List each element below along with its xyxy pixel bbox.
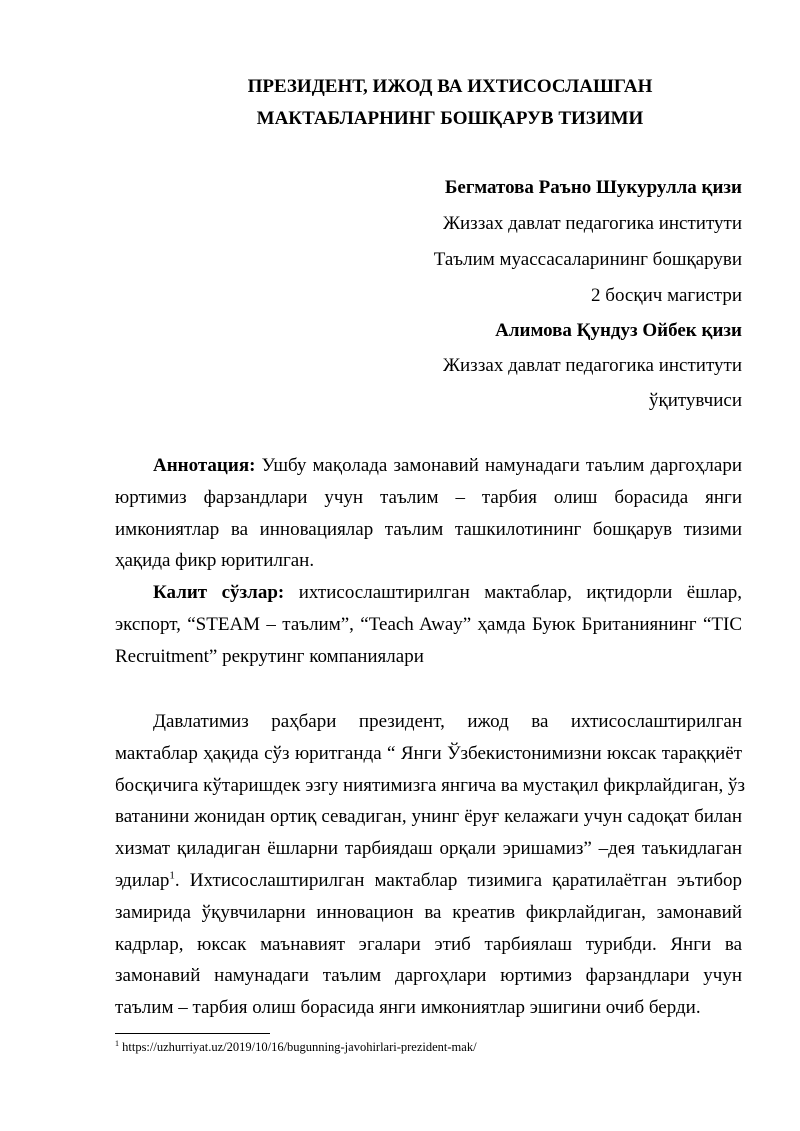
- footnote-reference[interactable]: 1: [169, 869, 175, 882]
- author-1-institute: Жиззах давлат педагогика институти: [442, 213, 742, 234]
- keywords-line-3: Recruitment” рекрутинг компаниялари: [115, 645, 424, 667]
- body-line-4: ватанини жонидан ортиқ севадиган, унинг ёруғ келажаги учун садоқат билан: [115, 806, 742, 828]
- body-line-7: замирида ўқувчиларни инновацион ва креатив фикрлайдиган, замонавий: [115, 901, 742, 923]
- keywords-label: Калит сўзлар:: [153, 582, 285, 603]
- author-2-institute: Жиззах давлат педагогика институти: [442, 355, 742, 376]
- body-line-9: замонавий намунадаги таълим даргоҳлари юртимиз фарзандлари учун: [115, 965, 742, 987]
- body-line-1: Давлатимиз раҳбари президент, ижод ва ихтисослаштирилган: [153, 711, 742, 732]
- paper-title-line-2: МАКТАБЛАРНИНГ БОШҚАРУВ ТИЗИМИ: [256, 108, 644, 129]
- body-line-8: кадрлар, юксак маънавият эгалари этиб тарбиялаш турибди. Янги ва: [115, 933, 742, 955]
- footnote: [115, 1040, 477, 1055]
- annotation-paragraph: [115, 450, 742, 577]
- annotation-line-2: юртимиз фарзандлари учун таълим – тарбия олиш борасида янги: [115, 486, 742, 508]
- annotation-line-4: ҳақида фикр юритилган.: [115, 550, 315, 572]
- body-line-3: босқичига кўтаришдек эзгу ниятимизга янгича ва мустақил фикрлайдиган, ўз: [115, 774, 746, 796]
- annotation-line-1: Аннотация: Ушбу мақолада замонавий намунадаги таълим даргоҳлари: [153, 455, 742, 476]
- footnote-link[interactable]: https://uzhurriyat.uz/2019/10/16/bugunning-javohirlari-prezident-mak/: [119, 1040, 477, 1054]
- keywords-line-1: Калит сўзлар: ихтисослаштирилган мактаблар, иқтидорли ёшлар,: [153, 582, 742, 603]
- author-1-name: Бегматова Раъно Шукурулла қизи: [444, 177, 742, 198]
- author-1-program: Таълим муассасаларининг бошқаруви: [433, 249, 742, 270]
- keywords-line-2: экспорт, “STEAM – таълим”, “Teach Away” ҳамда Буюк Британиянинг “TIC: [115, 613, 742, 635]
- author-2-name: Алимова Қундуз Ойбек қизи: [495, 320, 742, 341]
- body-line-6: эдилар$^1$. Ихтисослаштирилган мактаблар тизимига қаратилаётган эътибор: [115, 869, 742, 891]
- paper-title-line-1: ПРЕЗИДЕНТ, ИЖОД ВА ИХТИСОСЛАШГАН: [247, 76, 653, 97]
- author-1-level: 2 босқич магистри: [591, 285, 742, 306]
- body-paragraph: [115, 706, 746, 1024]
- footnote-number: 1: [115, 1038, 119, 1048]
- keywords-paragraph: [115, 577, 742, 672]
- annotation-label: Аннотация:: [153, 455, 256, 476]
- body-line-10: таълим – тарбия олиш борасида янги имкониятлар эшигини очиб берди.: [115, 997, 701, 1019]
- body-line-5: хизмат қиладиган ёшларни тарбиядаш орқали эришамиз” –дея таъкидлаган: [115, 838, 742, 860]
- body-line-2: мактаблар ҳақида сўз юритганда “ Янги Ўзбекистонимизни юксак тараққиёт: [115, 742, 742, 764]
- author-2-position: ўқитувчиси: [648, 390, 742, 411]
- footnote-divider: [115, 1033, 270, 1034]
- annotation-line-3: имкониятлар ва инновациялар таълим ташкилотининг бошқарув тизими: [115, 518, 742, 540]
